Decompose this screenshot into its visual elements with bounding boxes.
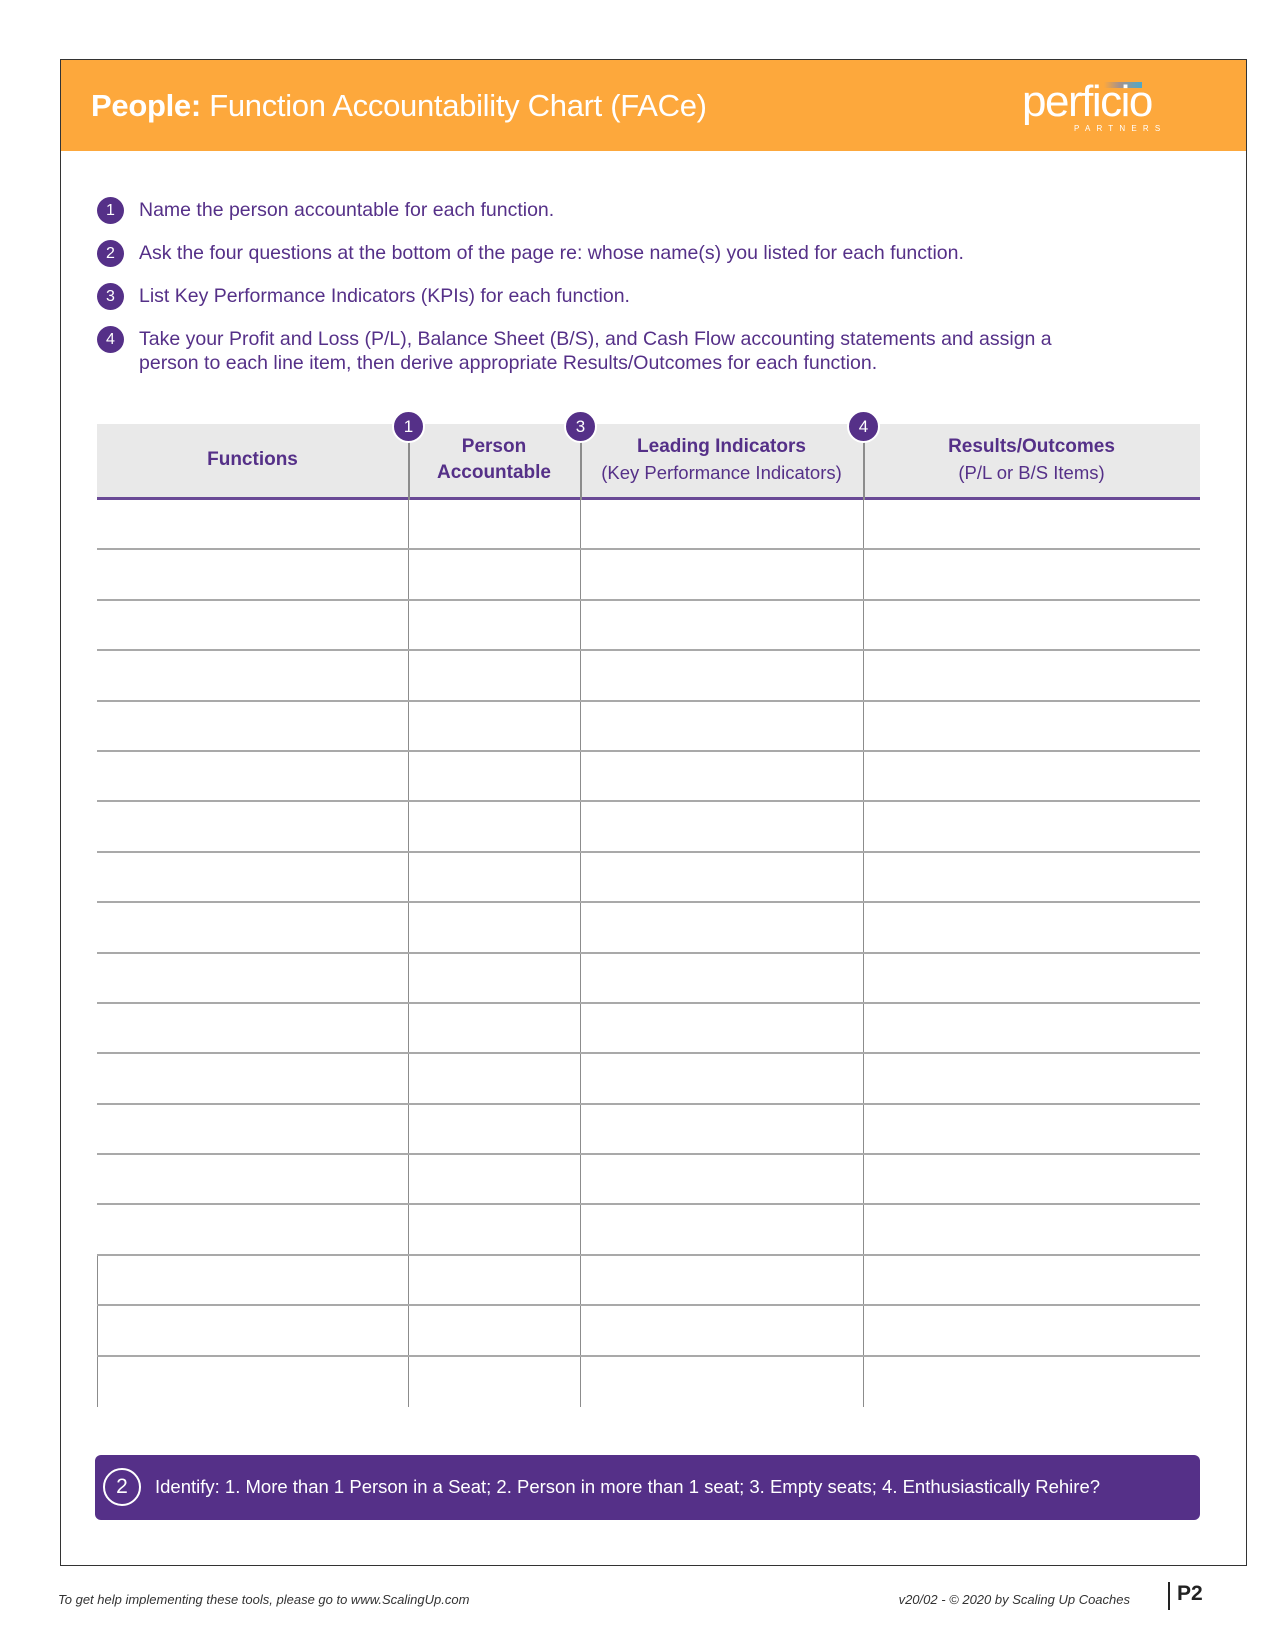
table-row xyxy=(97,651,1200,701)
person-accountable-cell[interactable] xyxy=(408,601,580,649)
functions-cell[interactable] xyxy=(97,1357,408,1407)
table-row xyxy=(97,1357,1200,1407)
logo-subtitle: PARTNERS xyxy=(1074,124,1167,133)
results-outcomes-cell[interactable] xyxy=(863,1054,1200,1102)
footer-divider xyxy=(1168,1582,1170,1610)
results-outcomes-cell[interactable] xyxy=(863,1256,1200,1304)
person-accountable-cell[interactable] xyxy=(408,1256,580,1304)
column-title: Results/Outcomes xyxy=(948,436,1115,457)
page-title-bold: People: xyxy=(91,88,201,123)
table-row xyxy=(97,903,1200,953)
functions-cell[interactable] xyxy=(97,1205,408,1253)
header-band xyxy=(61,60,1246,151)
instruction-steps xyxy=(97,198,1097,375)
step-number-badge: 4 xyxy=(97,326,124,353)
column-divider xyxy=(580,442,582,500)
page-title xyxy=(91,88,707,124)
page-number: P2 xyxy=(1177,1582,1203,1605)
table-row xyxy=(97,702,1200,752)
leading-indicators-cell[interactable] xyxy=(580,853,863,901)
table-row xyxy=(97,1256,1200,1306)
functions-cell[interactable] xyxy=(97,1256,408,1304)
person-accountable-cell[interactable] xyxy=(408,853,580,901)
leading-indicators-cell[interactable] xyxy=(580,1256,863,1304)
table-body xyxy=(97,500,1200,1407)
functions-cell[interactable] xyxy=(97,752,408,800)
leading-indicators-cell[interactable] xyxy=(580,802,863,850)
person-accountable-cell[interactable] xyxy=(408,550,580,598)
functions-cell[interactable] xyxy=(97,500,408,548)
results-outcomes-cell[interactable] xyxy=(863,1004,1200,1052)
page-title-rest: Function Accountability Chart (FACe) xyxy=(200,88,707,123)
results-outcomes-cell[interactable] xyxy=(863,1105,1200,1153)
functions-cell[interactable] xyxy=(97,1054,408,1102)
functions-cell[interactable] xyxy=(97,1306,408,1354)
leading-indicators-cell[interactable] xyxy=(580,1004,863,1052)
column-header-leading-indicators xyxy=(580,424,863,497)
person-accountable-cell[interactable] xyxy=(408,1205,580,1253)
table-header xyxy=(97,417,1200,500)
step-number-badge: 3 xyxy=(97,283,124,310)
functions-cell[interactable] xyxy=(97,550,408,598)
leading-indicators-cell[interactable] xyxy=(580,903,863,951)
leading-indicators-cell[interactable] xyxy=(580,954,863,1002)
results-outcomes-cell[interactable] xyxy=(863,1155,1200,1203)
person-accountable-cell[interactable] xyxy=(408,903,580,951)
results-outcomes-cell[interactable] xyxy=(863,954,1200,1002)
leading-indicators-cell[interactable] xyxy=(580,1054,863,1102)
person-accountable-cell[interactable] xyxy=(408,1306,580,1354)
step-text: Take your Profit and Loss (P/L), Balance Sheet (B/S), and Cash Flow accounting statements and assign a person to each line item, then derive appropriate Results/Outcomes for each function. xyxy=(139,328,1052,374)
functions-cell[interactable] xyxy=(97,1004,408,1052)
column-badge-1: 1 xyxy=(392,410,425,443)
column-badge-3: 3 xyxy=(564,410,597,443)
leading-indicators-cell[interactable] xyxy=(580,1105,863,1153)
table-row xyxy=(97,1004,1200,1054)
functions-cell[interactable] xyxy=(97,903,408,951)
step-text: Ask the four questions at the bottom of the page re: whose name(s) you listed for each function. xyxy=(139,242,964,264)
step-3 xyxy=(97,284,1097,308)
table-row xyxy=(97,752,1200,802)
footer-copyright: v20/02 - © 2020 by Scaling Up Coaches xyxy=(898,1592,1130,1607)
column-header-functions xyxy=(97,424,408,497)
footer-help-text: To get help implementing these tools, please go to www.ScalingUp.com xyxy=(58,1592,470,1607)
table-row xyxy=(97,500,1200,550)
functions-cell[interactable] xyxy=(97,1105,408,1153)
table-row xyxy=(97,601,1200,651)
leading-indicators-cell[interactable] xyxy=(580,500,863,548)
person-accountable-cell[interactable] xyxy=(408,651,580,699)
person-accountable-cell[interactable] xyxy=(408,752,580,800)
leading-indicators-cell[interactable] xyxy=(580,1357,863,1407)
column-subtitle: (Key Performance Indicators) xyxy=(601,462,842,483)
table-row xyxy=(97,1155,1200,1205)
table-row xyxy=(97,1205,1200,1255)
functions-cell[interactable] xyxy=(97,601,408,649)
table-row xyxy=(97,954,1200,1004)
callout-text: Identify: 1. More than 1 Person in a Seat; 2. Person in more than 1 seat; 3. Empty seats; 4. Enthusiastically Rehire? xyxy=(155,1476,1101,1497)
results-outcomes-cell[interactable] xyxy=(863,1306,1200,1354)
results-outcomes-cell[interactable] xyxy=(863,752,1200,800)
column-divider xyxy=(863,442,865,500)
leading-indicators-cell[interactable] xyxy=(580,752,863,800)
table-row xyxy=(97,853,1200,903)
callout-number-badge: 2 xyxy=(103,1468,141,1506)
results-outcomes-cell[interactable] xyxy=(863,550,1200,598)
column-divider xyxy=(408,442,410,500)
person-accountable-cell[interactable] xyxy=(408,954,580,1002)
step-text: Name the person accountable for each function. xyxy=(139,199,555,221)
table-row xyxy=(97,550,1200,600)
column-title-line2: Accountable xyxy=(436,462,552,483)
column-title: Functions xyxy=(207,449,298,470)
step-text: List Key Performance Indicators (KPIs) for each function. xyxy=(139,285,630,307)
leading-indicators-cell[interactable] xyxy=(580,601,863,649)
functions-cell[interactable] xyxy=(97,1155,408,1203)
functions-cell[interactable] xyxy=(97,651,408,699)
table-row xyxy=(97,802,1200,852)
table-row xyxy=(97,1306,1200,1356)
column-subtitle: (P/L or B/S Items) xyxy=(958,462,1105,483)
step-2 xyxy=(97,241,1097,265)
table-row xyxy=(97,1054,1200,1104)
identify-callout xyxy=(95,1455,1200,1520)
column-title: Leading Indicators xyxy=(637,436,806,457)
results-outcomes-cell[interactable] xyxy=(863,702,1200,750)
results-outcomes-cell[interactable] xyxy=(863,903,1200,951)
step-number-badge: 2 xyxy=(97,240,124,267)
column-title: Person xyxy=(461,436,527,457)
functions-cell[interactable] xyxy=(97,702,408,750)
person-accountable-cell[interactable] xyxy=(408,802,580,850)
step-number-badge: 1 xyxy=(97,197,124,224)
results-outcomes-cell[interactable] xyxy=(863,802,1200,850)
logo-word: perficio xyxy=(1022,77,1152,126)
leading-indicators-cell[interactable] xyxy=(580,651,863,699)
person-accountable-cell[interactable] xyxy=(408,702,580,750)
functions-cell[interactable] xyxy=(97,954,408,1002)
functions-cell[interactable] xyxy=(97,802,408,850)
person-accountable-cell[interactable] xyxy=(408,1054,580,1102)
perficio-logo xyxy=(1022,77,1172,135)
person-accountable-cell[interactable] xyxy=(408,500,580,548)
step-1 xyxy=(97,198,1097,222)
results-outcomes-cell[interactable] xyxy=(863,1357,1200,1407)
face-table xyxy=(97,417,1200,1407)
results-outcomes-cell[interactable] xyxy=(863,651,1200,699)
leading-indicators-cell[interactable] xyxy=(580,1205,863,1253)
person-accountable-cell[interactable] xyxy=(408,1155,580,1203)
functions-cell[interactable] xyxy=(97,853,408,901)
results-outcomes-cell[interactable] xyxy=(863,853,1200,901)
table-row xyxy=(97,1105,1200,1155)
leading-indicators-cell[interactable] xyxy=(580,1155,863,1203)
leading-indicators-cell[interactable] xyxy=(580,1306,863,1354)
leading-indicators-cell[interactable] xyxy=(580,702,863,750)
column-badge-4: 4 xyxy=(847,410,880,443)
person-accountable-cell[interactable] xyxy=(408,1357,580,1407)
results-outcomes-cell[interactable] xyxy=(863,500,1200,548)
leading-indicators-cell[interactable] xyxy=(580,550,863,598)
results-outcomes-cell[interactable] xyxy=(863,1205,1200,1253)
column-header-results-outcomes xyxy=(863,424,1200,497)
results-outcomes-cell[interactable] xyxy=(863,601,1200,649)
person-accountable-cell[interactable] xyxy=(408,1105,580,1153)
column-header-person-accountable xyxy=(408,424,580,497)
person-accountable-cell[interactable] xyxy=(408,1004,580,1052)
step-4 xyxy=(97,327,1057,375)
